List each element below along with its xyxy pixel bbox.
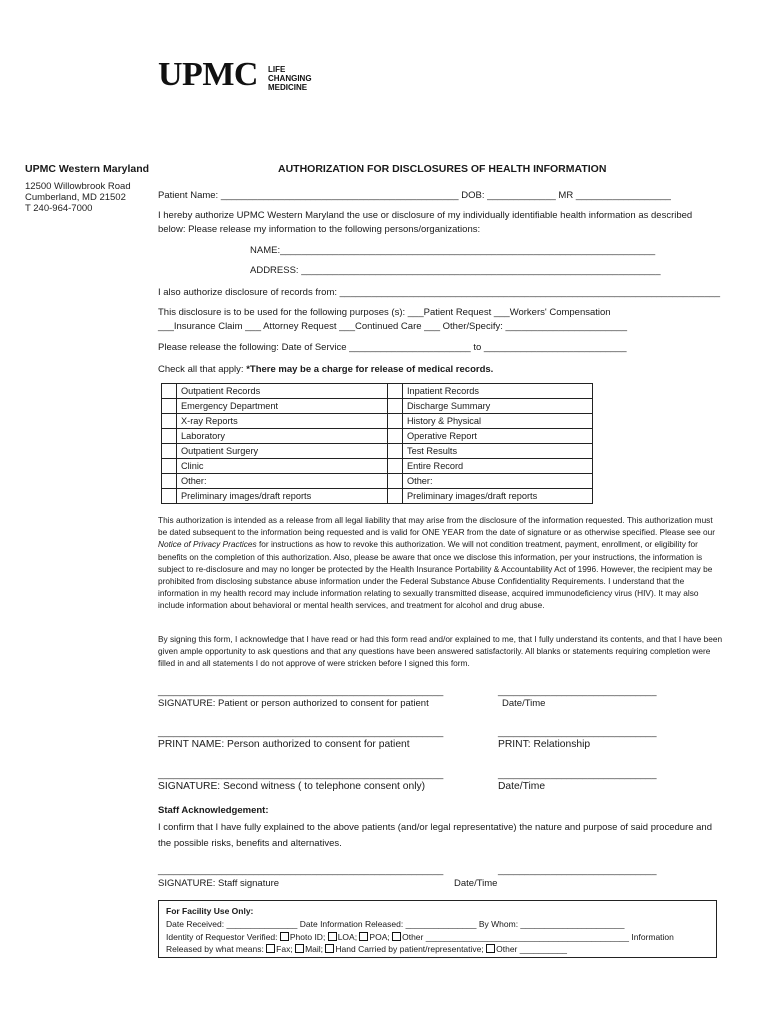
poa-checkbox[interactable] xyxy=(359,932,368,941)
print-name-label: PRINT NAME: Person authorized to consent for patient xyxy=(158,739,410,750)
logo-tag-line: MEDICINE xyxy=(268,83,308,92)
record-label: Outpatient Surgery xyxy=(177,444,388,459)
org-name: UPMC Western Maryland xyxy=(25,163,150,175)
table-row xyxy=(162,414,593,429)
patient-line[interactable]: Patient Name: _____________________________________________ DOB: _____________ MR __________________ xyxy=(158,190,671,201)
facility-heading: For Facility Use Only: xyxy=(166,906,254,916)
record-checkbox[interactable] xyxy=(162,384,177,399)
record-checkbox[interactable] xyxy=(162,414,177,429)
patient-signature-label: SIGNATURE: Patient or person authorized to consent for patient xyxy=(158,698,429,709)
check-prefix: Check all that apply: xyxy=(158,364,247,375)
witness-date-line[interactable]: ______________________________ xyxy=(498,769,657,780)
record-checkbox[interactable] xyxy=(162,444,177,459)
table-row xyxy=(162,489,593,504)
record-label: Other: xyxy=(403,474,593,489)
org-block xyxy=(25,163,149,214)
record-checkbox[interactable] xyxy=(388,444,403,459)
other-means-checkbox[interactable] xyxy=(486,944,495,953)
loa-label: LOA; xyxy=(337,932,360,942)
table-row xyxy=(162,474,593,489)
mail-label: Mail; xyxy=(305,944,326,954)
verify-label: Identity of Requestor Verified: xyxy=(166,932,280,942)
logo-tagline xyxy=(268,65,312,92)
staff-date-label: Date/Time xyxy=(454,878,498,889)
record-label: Discharge Summary xyxy=(403,399,593,414)
record-label: Test Results xyxy=(403,444,593,459)
table-row xyxy=(162,399,593,414)
signature-line[interactable]: ______________________________________________________ xyxy=(158,686,444,697)
legal-text-b: for instructions as how to revoke this authorization. We will not condition treatment, payment, enrollment, or eligibility for benefits on the completion of this authorization. Also, please be aware that once we disclose this information, per your instructions, the information is subject to re-disclosure and may no longer be protected by the Health Insurance Portability & Accountability Act of 1996. However, the recipient may be prohibited from disclosing substance abuse information under the Federal Substance Abuse Confidentiality Requirements. I understand that the information in my health record may include information relating to sexually transmitted disease, acquired immunodeficiency virus (HIV). It may also include information about behavioral or mental health services, and treatment for alcohol and drug abuse. xyxy=(158,539,713,611)
record-label: Emergency Department xyxy=(177,399,388,414)
witness-date-label: Date/Time xyxy=(498,781,546,792)
table-row xyxy=(162,429,593,444)
record-checkbox[interactable] xyxy=(388,429,403,444)
purpose-line-1[interactable]: This disclosure is to be used for the following purposes (s): ___Patient Request ___Workers' Compensation xyxy=(158,307,611,318)
facility-line-2 xyxy=(166,931,674,944)
legal-paragraph-1 xyxy=(158,514,723,612)
record-label: X-ray Reports xyxy=(177,414,388,429)
staff-ack-heading: Staff Acknowledgement: xyxy=(158,805,269,816)
witness-signature-line[interactable]: ______________________________________________________ xyxy=(158,769,444,780)
other-checkbox[interactable] xyxy=(392,932,401,941)
record-label: Preliminary images/draft reports xyxy=(403,489,593,504)
loa-checkbox[interactable] xyxy=(328,932,337,941)
record-checkbox[interactable] xyxy=(388,474,403,489)
charge-note: *There may be a charge for release of medical records. xyxy=(246,364,494,375)
hand-carried-label: Hand Carried by patient/representative; xyxy=(335,944,487,954)
record-checkbox[interactable] xyxy=(162,399,177,414)
staff-signature-label: SIGNATURE: Staff signature xyxy=(158,878,280,889)
facility-line-3 xyxy=(166,943,567,956)
record-label: Other: xyxy=(177,474,388,489)
means-label: Released by what means: xyxy=(166,944,267,954)
record-checkbox[interactable] xyxy=(388,384,403,399)
relationship-line[interactable]: ______________________________ xyxy=(498,727,657,738)
record-label: History & Physical xyxy=(403,414,593,429)
org-phone: T 240-964-7000 xyxy=(25,203,93,214)
other-label: Other ___________________________________________ Information xyxy=(402,932,674,942)
legal-paragraph-2: By signing this form, I acknowledge that I have read or had this form read and/or explained to me, that I fully understand its contents, and that I have been given ample opportunity to ask questions and that any questions have been answered satisfactorily. All blanks or statements requiring completion were filled in and all statements I do not approve of were stricken before I signed this form. xyxy=(158,634,723,669)
records-table xyxy=(161,383,593,504)
record-label: Outpatient Records xyxy=(177,384,388,399)
release-line[interactable]: Please release the following: Date of Service _______________________ to ___________________________ xyxy=(158,342,627,353)
staff-date-line[interactable]: ______________________________ xyxy=(498,865,657,876)
facility-use-box xyxy=(158,900,717,958)
table-row xyxy=(162,444,593,459)
print-name-line[interactable]: ______________________________________________________ xyxy=(158,727,444,738)
logo-tag-line: CHANGING xyxy=(268,74,312,83)
privacy-notice-ref: Notice of Privacy Practices xyxy=(158,539,257,550)
record-label: Laboratory xyxy=(177,429,388,444)
record-label: Preliminary images/draft reports xyxy=(177,489,388,504)
authorize-text: I hereby authorize UPMC Western Maryland the use or disclosure of my individually identifiable health information as described below: Please release my information to the following persons/organizations: xyxy=(158,210,693,235)
other-means-label: Other __________ xyxy=(496,944,568,954)
record-label: Clinic xyxy=(177,459,388,474)
purpose-line-2[interactable]: ___Insurance Claim ___ Attorney Request ___Continued Care ___ Other/Specify: _______________________ xyxy=(158,321,628,332)
address-line[interactable]: ADDRESS: ____________________________________________________________________ xyxy=(250,265,661,276)
also-authorize-line[interactable]: I also authorize disclosure of records from: ________________________________________________________________________ xyxy=(158,287,721,298)
record-label: Operative Report xyxy=(403,429,593,444)
fax-checkbox[interactable] xyxy=(266,944,275,953)
org-address-1: 12500 Willowbrook Road xyxy=(25,181,131,192)
record-checkbox[interactable] xyxy=(388,414,403,429)
table-row xyxy=(162,459,593,474)
table-row xyxy=(162,384,593,399)
form-title: AUTHORIZATION FOR DISCLOSURES OF HEALTH INFORMATION xyxy=(278,163,607,175)
record-checkbox[interactable] xyxy=(162,474,177,489)
date-line[interactable]: ______________________________ xyxy=(498,686,657,697)
record-checkbox[interactable] xyxy=(388,399,403,414)
staff-ack-text: I confirm that I have fully explained to the above patients (and/or legal representative) the nature and purpose of said procedure and the possible risks, benefits and alternatives. xyxy=(158,822,712,849)
record-checkbox[interactable] xyxy=(388,489,403,504)
record-checkbox[interactable] xyxy=(388,459,403,474)
date-time-label: Date/Time xyxy=(502,698,546,709)
witness-signature-label: SIGNATURE: Second witness ( to telephone consent only) xyxy=(158,781,426,792)
legal-text-a: This authorization is intended as a release from all legal liability that may arise from the disclosure of the information requested. This authorization must be dated subsequent to the information being requested and is valid for ONE YEAR from the date of signature or as otherwise specified. Please see our xyxy=(158,515,715,538)
staff-signature-line[interactable]: ______________________________________________________ xyxy=(158,865,444,876)
record-label: Entire Record xyxy=(403,459,593,474)
logo-tag-line: LIFE xyxy=(268,65,286,74)
mail-checkbox[interactable] xyxy=(295,944,304,953)
hand-carried-checkbox[interactable] xyxy=(325,944,334,953)
record-checkbox[interactable] xyxy=(162,459,177,474)
upmc-logo: UPMC xyxy=(158,56,258,93)
fax-label: Fax; xyxy=(276,944,296,954)
record-checkbox[interactable] xyxy=(162,429,177,444)
org-address-2: Cumberland, MD 21502 xyxy=(25,192,126,203)
check-instruction xyxy=(158,364,493,376)
name-line[interactable]: NAME:_______________________________________________________________________ xyxy=(250,245,656,256)
record-label: Inpatient Records xyxy=(403,384,593,399)
record-checkbox[interactable] xyxy=(162,489,177,504)
photo-id-label: Photo ID; xyxy=(289,932,328,942)
photo-id-checkbox[interactable] xyxy=(280,932,289,941)
poa-label: POA; xyxy=(369,932,393,942)
print-relationship-label: PRINT: Relationship xyxy=(498,739,591,750)
facility-line-1[interactable]: Date Received: _______________ Date Information Released: _______________ By Whom: ______________________ xyxy=(166,919,625,929)
